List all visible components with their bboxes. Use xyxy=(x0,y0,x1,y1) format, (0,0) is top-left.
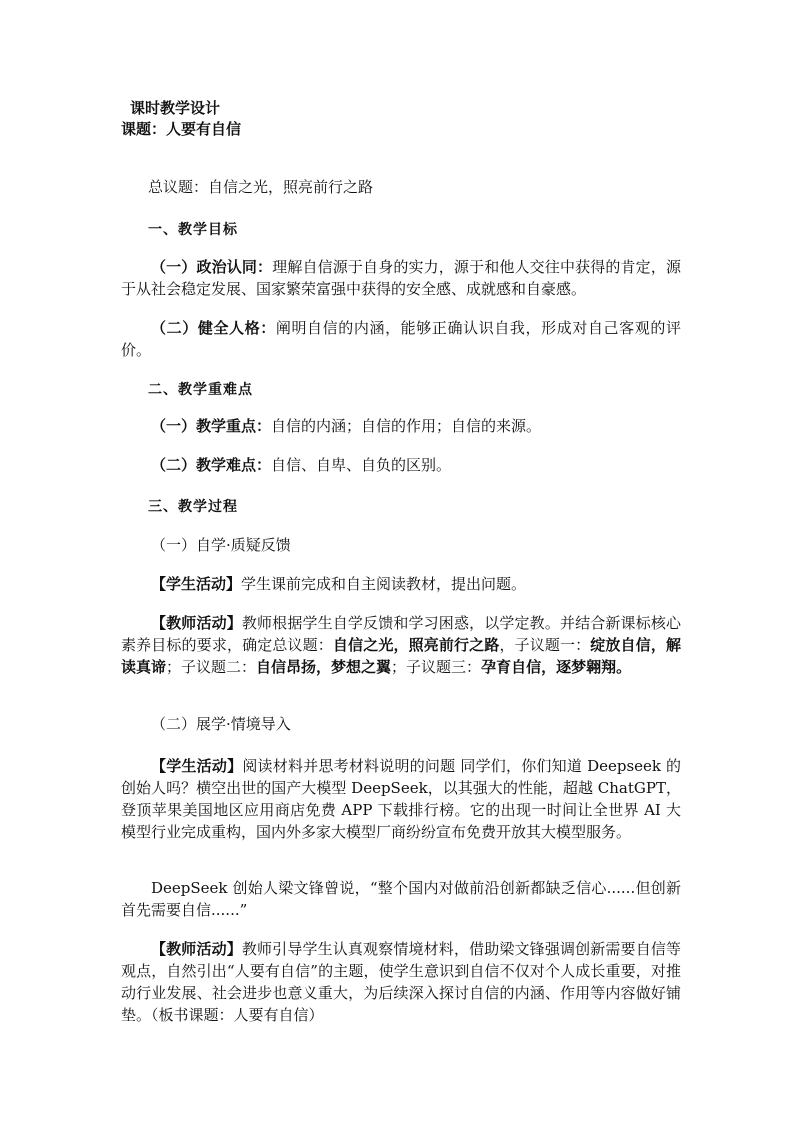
goal-healthy-personality xyxy=(121,317,681,361)
section-1-heading: 一、教学目标 xyxy=(148,222,238,238)
teacher-activity-1-text-b: ，子议题一： xyxy=(499,636,591,654)
teacher-activity-2-text: 教师引导学生认真观察情境材料，借助梁文锋强调创新需要自信等观点，自然引出“人要有自信”的主题，使学生意识到自信不仅对个人成长重要，对推动行业发展、社会进步也意义重大，为后续深入探讨自信的内涵、作用等内容做好铺垫。 xyxy=(121,940,681,1024)
teacher-activity-1-label: 【教师活动】 xyxy=(151,614,242,632)
difficult-point xyxy=(151,456,451,475)
student-activity-1 xyxy=(151,575,526,594)
teacher-activity-1-text-a: 教师根据学生自学反馈和学习困惑，以学定教。并结合新课标核心素养目标的要求，确定总议题： xyxy=(121,614,681,654)
key-point-label: （一）教学重点： xyxy=(151,417,272,435)
student-activity-1-label: 【学生活动】 xyxy=(151,575,242,593)
section-2-heading: 二、教学重难点 xyxy=(148,382,253,398)
process-1-heading: （一）自学·质疑反馈 xyxy=(151,536,291,554)
difficult-point-label: （二）教学难点： xyxy=(151,456,272,474)
overall-topic: 总议题：自信之光，照亮前行之路 xyxy=(148,178,374,196)
goal-2-label: （二）健全人格： xyxy=(151,319,276,337)
teacher-activity-1-text-c: ；子议题二： xyxy=(166,658,257,676)
goal-1-label: （一）政治认同： xyxy=(151,258,273,276)
student-activity-2-label: 【学生活动】 xyxy=(151,757,243,775)
process-2-heading: （二）展学·情境导入 xyxy=(151,715,291,733)
student-activity-2-text: 阅读材料并思考材料说明的问题 同学们，你们知道 Deepseek 的创始人吗？横空出世的国产大模型 DeepSeek，以其强大的性能，超越 ChatGPT，登顶苹果美国地区应用商店免费 APP 下载排行榜。它的出现一时间让全世界 AI 大模型行业完成重构，国内外多家大模型厂商纷纷宣布免费开放其大模型服务。 xyxy=(121,757,681,841)
teacher-activity-2 xyxy=(121,938,681,1026)
doc-title: 课时教学设计 xyxy=(130,99,221,117)
board-note: （板书课题：人要有自信） xyxy=(151,1006,324,1024)
founder-quote: DeepSeek 创始人梁文锋曾说，“整个国内对做前沿创新都缺乏信心......但创新首先需要自信......” xyxy=(121,879,681,919)
goal-2-text: 阐明自信的内涵，能够正确认识自我，形成对自己客观的评价。 xyxy=(121,319,681,359)
difficult-point-text: 自信、自卑、自负的区别。 xyxy=(271,456,452,474)
sub-topic-1: 绽放自信，解读真谛 xyxy=(121,636,681,676)
goal-political-identity xyxy=(121,256,681,300)
teacher-activity-1-text-d: ；子议题三： xyxy=(391,658,482,676)
overall-topic-emphasis: 自信之光，照亮前行之路 xyxy=(332,636,500,654)
key-point-text: 自信的内涵；自信的作用；自信的来源。 xyxy=(271,417,542,435)
section-3-heading: 三、教学过程 xyxy=(148,499,238,515)
student-activity-1-text: 学生课前完成和自主阅读教材，提出问题。 xyxy=(241,575,527,593)
sub-topic-2: 自信昂扬，梦想之翼 xyxy=(256,658,392,676)
teacher-activity-1 xyxy=(121,612,681,678)
sub-topic-3: 孕育自信，逐梦翱翔。 xyxy=(481,658,632,676)
goal-1-text: 理解自信源于自身的实力，源于和他人交往中获得的肯定，源于从社会稳定发展、国家繁荣富强中获得的安全感、成就感和自豪感。 xyxy=(121,258,681,298)
key-point xyxy=(151,417,541,436)
lesson-topic: 课题：人要有自信 xyxy=(121,120,242,138)
teacher-activity-2-label: 【教师活动】 xyxy=(151,940,242,958)
student-activity-2 xyxy=(121,755,681,843)
